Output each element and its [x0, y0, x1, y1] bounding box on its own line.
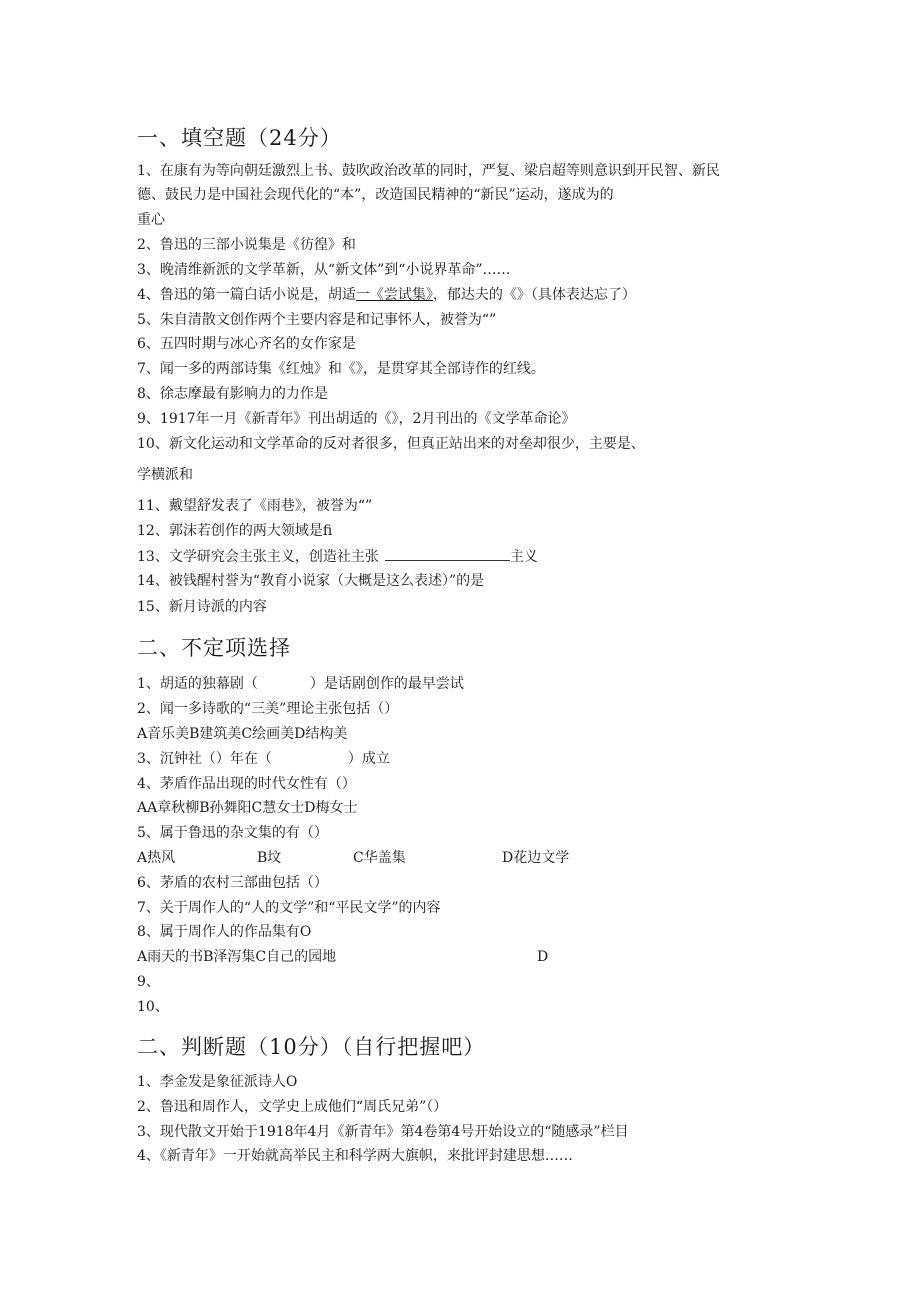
options-line: A雨天的书B泽泻集C自己的园地 — [137, 949, 337, 965]
option-a: A热风 — [137, 850, 176, 866]
option-d: D花边文学 — [502, 850, 570, 866]
question-line: 7、闻一多的两部诗集《红烛》和《》，是贯穿其全部诗作的红线。 — [137, 361, 545, 377]
question-line: 6、五四时期与冰心齐名的女作家是 — [137, 336, 356, 352]
question-line: 1、在康有为等向朝廷激烈上书、鼓吹政治改革的同时，严复、梁启超等则意识到开民智、新民 — [137, 163, 720, 179]
question-text: 主义 — [509, 549, 538, 565]
question-line: 8、徐志摩最有影响力的力作是 — [137, 386, 328, 402]
question-line: 9、 — [137, 974, 160, 990]
question-line: 德、鼓民力是中国社会现代化的“本”，改造国民精神的“新民”运动，遂成为的 — [137, 187, 614, 203]
question-line: 12、郭沫若创作的两大领域是fi — [137, 523, 333, 539]
question-line: 4、《新青年》一开始就高举民主和科学两大旗帜，来批评封建思想…… — [137, 1148, 573, 1164]
question-line: 10、 — [137, 999, 169, 1015]
question-line: 重心 — [137, 212, 165, 228]
question-text: 13、文学研究会主张主义，创造社主张 — [137, 549, 379, 565]
section-title-fill-in: 一、填空题（24分） — [137, 126, 342, 150]
option-b: B坟 — [257, 850, 282, 866]
question-text: ）成立 — [347, 751, 390, 767]
question-line: 2、鲁迅和周作人，文学史上成他们“周氏兄弟”（） — [137, 1099, 448, 1115]
options-line: AA章秋柳B孙舞阳C慧女士D梅女士 — [137, 800, 358, 816]
question-line: 15、新月诗派的内容 — [137, 599, 267, 615]
option-d: D — [537, 949, 549, 965]
question-line — [137, 750, 390, 768]
question-line — [137, 286, 636, 304]
question-text: ，郁达夫的《》（具体表达忘了） — [432, 287, 636, 303]
question-line: 11、戴望舒发表了《雨巷》，被誉为“” — [137, 498, 373, 514]
question-text: ）是话剧创作的最早尝试 — [309, 676, 464, 692]
question-line: 3、晚清维新派的文学革新，从“新文体”到“小说界革命”…… — [137, 262, 511, 278]
underlined-answer: 一《尝试集》 — [355, 287, 433, 303]
question-line — [137, 675, 464, 693]
question-line: 6、茅盾的农村三部曲包括（） — [137, 875, 328, 891]
question-text: 1、胡适的独幕剧（ — [137, 676, 258, 692]
question-line: 9、1917年一月《新青年》刊出胡适的《》，2月刊出的《文学革命论》 — [137, 411, 576, 427]
question-line: 14、被钱醒村誉为“教育小说家（大概是这么表述）”的是 — [137, 573, 485, 589]
question-line: 5、朱自清散文创作两个主要内容是和记事怀人，被誉为“” — [137, 312, 497, 328]
question-line: 7、关于周作人的“人的文学”和“平民文学”的内容 — [137, 900, 441, 916]
options-line: A音乐美B建筑美C绘画美D结构美 — [137, 726, 348, 742]
option-c: C华盖集 — [353, 850, 406, 866]
section-title-multiple-choice: 二、不定项选择 — [137, 636, 291, 660]
question-line: 1、李金发是象征派诗人O — [137, 1074, 298, 1090]
question-line: 2、闻一多诗歌的“三美”理论主张包括（） — [137, 701, 399, 717]
question-line — [137, 547, 538, 566]
question-line: 3、现代散文开始于1918年4月《新青年》第4卷第4号开始设立的“随感录”栏目 — [137, 1124, 629, 1140]
question-line: 8、属于周作人的作品集有O — [137, 924, 312, 940]
question-line: 10、新文化运动和文学革命的反对者很多，但真正站出来的对垒却很少，主要是、 — [137, 436, 645, 452]
question-text: 3、沉钟社（）年在（ — [137, 751, 272, 767]
question-line: 5、属于鲁迅的杂文集的有（） — [137, 825, 328, 841]
question-line: 4、茅盾作品出现的时代女性有（） — [137, 776, 356, 792]
question-line: 2、鲁迅的三部小说集是《彷徨》和 — [137, 237, 356, 253]
section-title-true-false: 二、判断题（10分）（自行把握吧） — [137, 1035, 486, 1059]
question-line: 学横派和 — [137, 467, 193, 483]
answer-blank-line — [385, 547, 510, 561]
question-text: 4、鲁迅的第一篇白话小说是，胡适 — [137, 287, 356, 303]
